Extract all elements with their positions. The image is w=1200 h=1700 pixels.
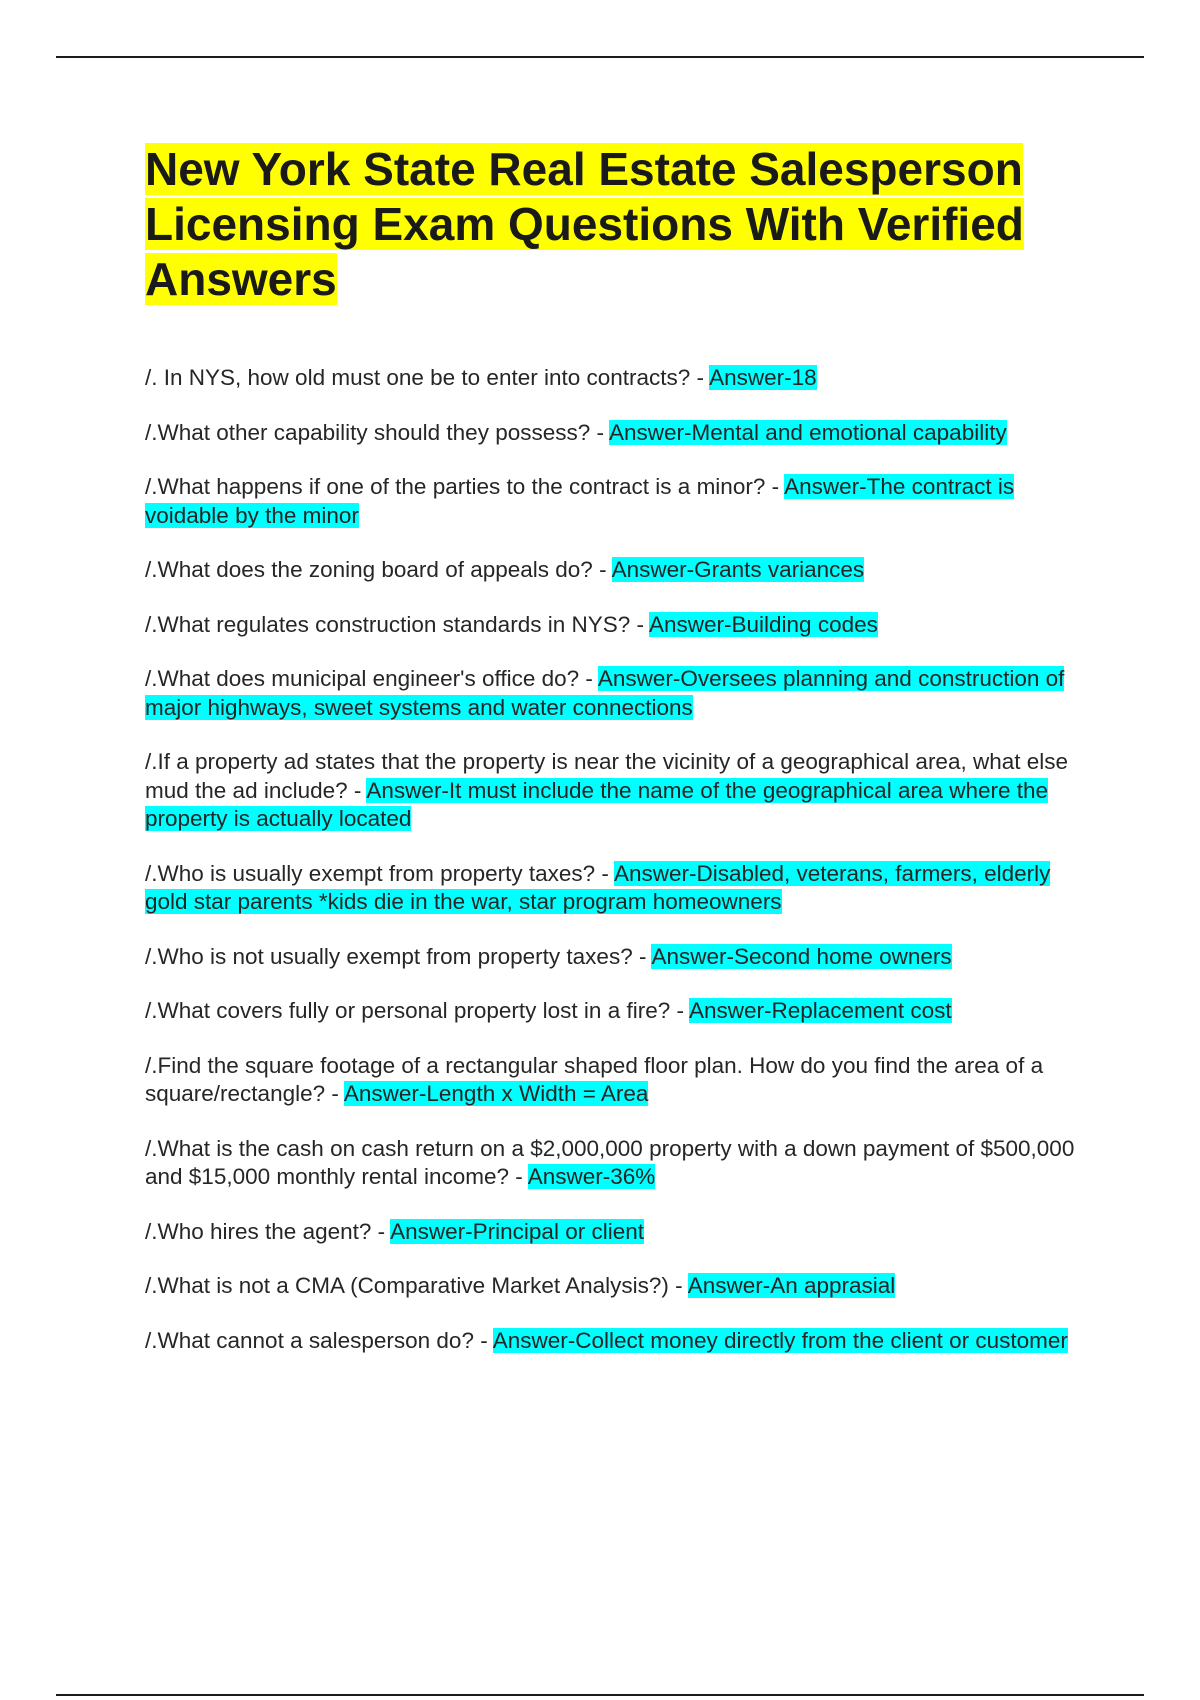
qa-item	[145, 364, 1095, 393]
bottom-rule	[56, 1694, 1144, 1696]
question-text: /.What does the zoning board of appeals do? -	[145, 557, 612, 582]
answer-text: Answer-Replacement cost	[688, 998, 952, 1023]
question-text: /.Find the square footage of a rectangular shaped floor plan. How do you find the area of a square/rectangle? -	[145, 1052, 1044, 1106]
qa-item	[145, 1272, 1095, 1301]
question-text: /.Who is usually exempt from property taxes? -	[145, 860, 614, 886]
qa-item	[145, 665, 1095, 722]
qa-item	[145, 1218, 1095, 1247]
qa-list	[145, 364, 1095, 1355]
question-text: /. In NYS, how old must one be to enter into contracts? -	[145, 365, 710, 390]
answer-text: Answer-Oversees planning and construction of major highways, sweet systems and water connections	[145, 666, 1065, 720]
document-body	[145, 142, 1095, 1381]
qa-item	[145, 1052, 1095, 1109]
question-text: /.What does municipal engineer's office do? -	[145, 666, 598, 691]
question-text: /.What cannot a salesperson do? -	[145, 1327, 493, 1353]
qa-item	[145, 748, 1095, 834]
answer-text: Answer-Building codes	[649, 611, 878, 637]
answer-text: Answer-Mental and emotional capability	[609, 419, 1007, 445]
top-rule	[56, 56, 1144, 58]
qa-item	[145, 1135, 1095, 1192]
qa-item	[145, 419, 1095, 448]
answer-text: Answer-Grants variances	[611, 557, 865, 582]
question-text: /.What regulates construction standards in NYS? -	[145, 611, 649, 637]
answer-text: Answer-Length x Width = Area	[343, 1081, 649, 1106]
qa-item	[145, 997, 1095, 1026]
answer-text: Answer-36%	[527, 1164, 656, 1189]
question-text: /.Who hires the agent? -	[145, 1218, 391, 1244]
answer-text: Answer-It must include the name of the geographical area where the property is actually located	[145, 777, 1049, 831]
question-text: /.What is the cash on cash return on a $2,000,000 property with a down payment of $500,000 and $15,000 monthly rental income? -	[145, 1135, 1075, 1189]
qa-item	[145, 860, 1095, 917]
answer-text: Answer-Disabled, veterans, farmers, elderly gold star parents *kids die in the war, star program homeowners	[145, 860, 1051, 914]
answer-text: Answer-An apprasial	[687, 1273, 896, 1298]
qa-item	[145, 943, 1095, 972]
answer-text: Answer-Principal or client	[390, 1218, 644, 1244]
question-text: /.What is not a CMA (Comparative Market Analysis?) -	[145, 1273, 688, 1298]
document-title-text: New York State Real Estate Salesperson Licensing Exam Questions With Verified Answers	[145, 143, 1024, 305]
question-text: /.What other capability should they possess? -	[145, 419, 609, 445]
answer-text: Answer-Collect money directly from the client or customer	[492, 1327, 1068, 1353]
answer-text: Answer-Second home owners	[651, 943, 952, 969]
answer-text: Answer-18	[709, 365, 817, 390]
question-text: /.If a property ad states that the property is near the vicinity of a geographical area, what else mud the ad include? -	[145, 749, 1069, 803]
qa-item	[145, 556, 1095, 585]
question-text: /.What covers fully or personal property lost in a fire? -	[145, 998, 689, 1023]
qa-item	[145, 611, 1095, 640]
question-text: /.What happens if one of the parties to the contract is a minor? -	[145, 474, 785, 499]
qa-item	[145, 1327, 1095, 1356]
document-title	[145, 142, 1095, 307]
qa-item	[145, 473, 1095, 530]
answer-text: Answer-The contract is voidable by the minor	[145, 474, 1015, 528]
question-text: /.Who is not usually exempt from property taxes? -	[145, 943, 652, 969]
